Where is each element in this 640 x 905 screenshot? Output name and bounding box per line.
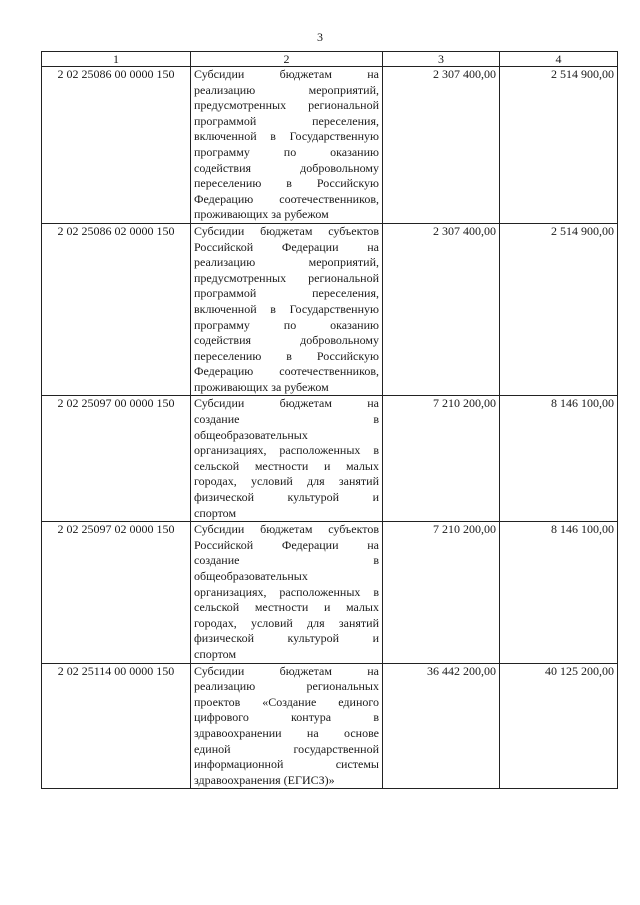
- name-line: содействия добровольному: [194, 333, 379, 348]
- name-line: проектов «Создание единого: [194, 694, 379, 709]
- amount-column-3: 2 307 400,00: [383, 223, 500, 396]
- name-line: цифрового контура в: [194, 710, 379, 725]
- amount-column-3: 36 442 200,00: [383, 663, 500, 789]
- name-line: содействия добровольному: [194, 160, 379, 175]
- name-line: информационной системы: [194, 757, 379, 772]
- budget-item-name: [191, 396, 383, 522]
- name-line: программой переселения,: [194, 113, 379, 128]
- name-line: Российской Федерации на: [194, 239, 379, 254]
- amount-column-4: 40 125 200,00: [500, 663, 618, 789]
- amount-column-4: 2 514 900,00: [500, 67, 618, 224]
- name-line: физической культурой и: [194, 490, 379, 505]
- name-line: создание в: [194, 553, 379, 568]
- name-line: сельской местности и малых: [194, 600, 379, 615]
- column-header-4: 4: [500, 52, 618, 67]
- name-line: Федерацию соотечественников,: [194, 364, 379, 379]
- name-line: Субсидии бюджетам субъектов: [194, 223, 379, 238]
- name-line: Российской Федерации на: [194, 537, 379, 552]
- name-line: реализацию мероприятий,: [194, 255, 379, 270]
- amount-column-3: 7 210 200,00: [383, 396, 500, 522]
- name-line: Федерацию соотечественников,: [194, 191, 379, 206]
- name-line: спортом: [194, 505, 237, 520]
- name-line: Субсидии бюджетам на: [194, 67, 379, 81]
- name-line: Субсидии бюджетам субъектов: [194, 522, 379, 537]
- name-line: городах, условий для занятий: [194, 474, 379, 489]
- name-line: создание в: [194, 412, 379, 427]
- name-line: здравоохранении на основе: [194, 725, 379, 740]
- budget-item-name: [191, 67, 383, 224]
- name-line: организациях, расположенных в: [194, 584, 379, 599]
- name-line: предусмотренных региональной: [194, 270, 379, 285]
- budget-code: 2 02 25114 00 0000 150: [42, 663, 191, 789]
- budget-code: 2 02 25086 02 0000 150: [42, 223, 191, 396]
- amount-column-4: 2 514 900,00: [500, 223, 618, 396]
- name-line: реализацию региональных: [194, 679, 379, 694]
- amount-column-3: 7 210 200,00: [383, 522, 500, 663]
- budget-table: [41, 51, 618, 789]
- amount-column-4: 8 146 100,00: [500, 396, 618, 522]
- name-line: предусмотренных региональной: [194, 98, 379, 113]
- name-line: включенной в Государственную: [194, 129, 379, 144]
- column-header-1: 1: [42, 52, 191, 67]
- column-header-2: 2: [191, 52, 383, 67]
- table-row: [42, 522, 618, 663]
- name-line: Субсидии бюджетам на: [194, 396, 379, 411]
- table-row: [42, 223, 618, 396]
- budget-code: 2 02 25086 00 0000 150: [42, 67, 191, 224]
- header-row: [42, 52, 618, 67]
- name-line: включенной в Государственную: [194, 301, 379, 316]
- name-line: общеобразовательных: [194, 427, 308, 442]
- name-line: реализацию мероприятий,: [194, 82, 379, 97]
- name-line: проживающих за рубежом: [194, 207, 329, 222]
- amount-column-3: 2 307 400,00: [383, 67, 500, 224]
- name-line: программу по оказанию: [194, 144, 379, 159]
- column-header-3: 3: [383, 52, 500, 67]
- budget-item-name: [191, 663, 383, 789]
- budget-item-name: [191, 522, 383, 663]
- budget-item-name: [191, 223, 383, 396]
- name-line: общеобразовательных: [194, 569, 308, 583]
- budget-code: 2 02 25097 00 0000 150: [42, 396, 191, 522]
- table-row: [42, 67, 618, 224]
- table-row: [42, 663, 618, 789]
- table-row: [42, 396, 618, 522]
- name-line: физической культурой и: [194, 631, 379, 646]
- budget-code: 2 02 25097 02 0000 150: [42, 522, 191, 663]
- name-line: организациях, расположенных в: [194, 443, 379, 458]
- name-line: проживающих за рубежом: [194, 379, 329, 394]
- name-line: программу по оказанию: [194, 317, 379, 332]
- name-line: здравоохранения (ЕГИСЗ)»: [194, 772, 335, 787]
- name-line: программой переселения,: [194, 286, 379, 301]
- name-line: городах, условий для занятий: [194, 615, 379, 630]
- name-line: переселению в Российскую: [194, 348, 379, 363]
- amount-column-4: 8 146 100,00: [500, 522, 618, 663]
- name-line: Субсидии бюджетам на: [194, 663, 379, 678]
- name-line: спортом: [194, 646, 237, 661]
- name-line: сельской местности и малых: [194, 458, 379, 473]
- page-number: 3: [317, 30, 323, 44]
- name-line: переселению в Российскую: [194, 176, 379, 191]
- name-line: единой государственной: [194, 741, 379, 756]
